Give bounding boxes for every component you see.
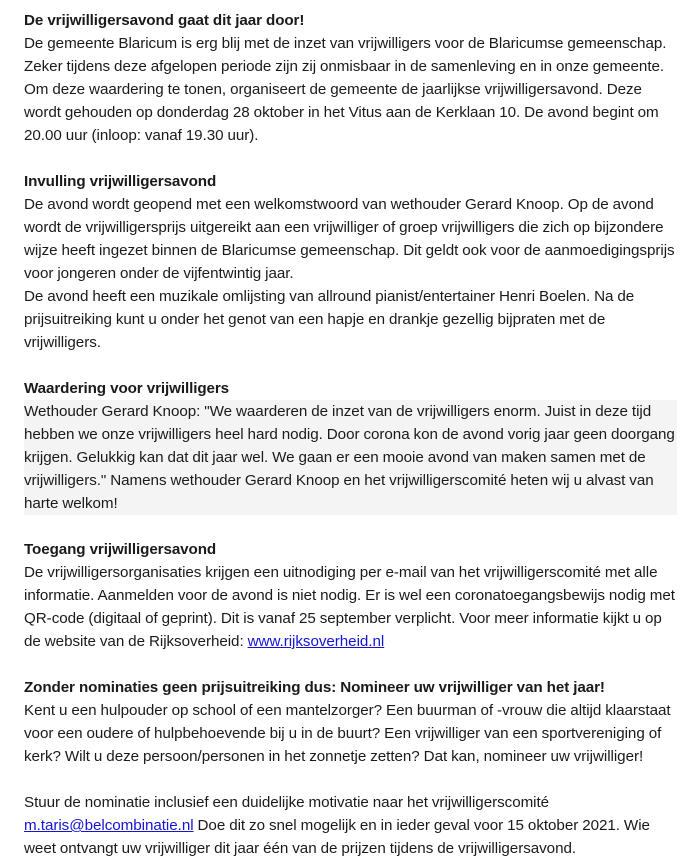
nominatie-paragraph: Kent u een hulpouder op school of een mantelzorger? Een buurman of -vrouw die altijd klaarstaat voor een oudere of hulpbehoevende bij u in de buurt? Een vrijwilliger van een sportvereniging of kerk? Wilt u deze persoon/personen in het zonnetje zetten? Dat kan, nomineer uw vrijwilliger! (24, 702, 671, 765)
insturen-text-after: Doe dit zo snel mogelijk en in ieder geval voor 15 oktober 2021. Wie weet ontvangt uw vrijwilliger dit jaar één van de prijzen tijdens de vrijwilligersavond. (24, 817, 650, 857)
heading-nominatie: Zonder nominaties geen prijsuitreiking dus: Nomineer uw vrijwilliger van het jaar! (24, 679, 605, 696)
heading-invulling: Invulling vrijwilligersavond (24, 173, 217, 190)
invulling-paragraph-1: De avond wordt geopend met een welkomstwoord van wethouder Gerard Knoop. Op de avond wordt de vrijwilligersprijs uitgereikt aan een vrijwilliger of groep vrijwilligers die zich op bijzondere wijze heeft ingezet binnen de Blaricumse gemeenschap. Dit geldt ook voor de aanmoedigingsprijs voor jongeren onder de vijfentwintig jaar. (24, 196, 675, 282)
page-title: De vrijwilligersavond gaat dit jaar door! (24, 12, 305, 29)
insturen-paragraph (24, 791, 677, 860)
heading-waardering: Waardering voor vrijwilligers (24, 380, 230, 397)
section-intro (24, 9, 677, 147)
heading-toegang: Toegang vrijwilligersavond (24, 541, 217, 558)
toegang-text: De vrijwilligersorganisaties krijgen een uitnodiging per e-mail van het vrijwilligerscomité met alle informatie. Aanmelden voor de avond is niet nodig. Er is wel een coronatoegangsbewijs nodig met QR-code (digitaal of geprint). Dit is vanaf 25 september verplicht. Voor meer informatie kijkt u op de website van de Rijksoverheid: (24, 564, 675, 650)
section-invulling (24, 170, 677, 354)
section-insturen (24, 791, 677, 860)
waardering-quote-paragraph: Wethouder Gerard Knoop: "We waarderen de inzet van de vrijwilligers enorm. Juist in deze tijd hebben we onze vrijwilligers heel hard nodig. Door corona kon de avond vorig jaar geen doorgang krijgen. Gelukkig kan dat dit jaar wel. We gaan er een mooie avond van maken samen met de vrijwilligers." Namens wethouder Gerard Knoop en het vrijwilligerscomité heten wij u alvast van harte welkom! (24, 400, 677, 515)
section-toegang (24, 538, 677, 653)
email-link[interactable]: m.taris@belcombinatie.nl (24, 817, 194, 834)
insturen-text-before: Stuur de nominatie inclusief een duidelijke motivatie naar het vrijwilligerscomité (24, 794, 550, 811)
intro-paragraph: De gemeente Blaricum is erg blij met de inzet van vrijwilligers voor de Blaricumse gemeenschap. Zeker tijdens deze afgelopen periode zijn zij onmisbaar in de samenleving en in onze gemeente. Om deze waardering te tonen, organiseert de gemeente de jaarlijkse vrijwilligersavond. Deze wordt gehouden op donderdag 28 oktober in het Vitus aan de Kerklaan 10. De avond begint om 20.00 uur (inloop: vanaf 19.30 uur). (24, 35, 667, 144)
paragraph-spacer (24, 515, 677, 538)
section-waardering (24, 377, 677, 515)
rijksoverheid-link[interactable]: www.rijksoverheid.nl (247, 633, 385, 650)
paragraph-spacer (24, 147, 677, 170)
paragraph-spacer (24, 653, 677, 676)
invulling-paragraph-2: De avond heeft een muzikale omlijsting van allround pianist/entertainer Henri Boelen. Na de prijsuitreiking kunt u onder het genot van een hapje en drankje gezellig bijpraten met de vrijwilligers. (24, 288, 635, 351)
section-nominatie (24, 676, 677, 768)
toegang-paragraph (24, 561, 677, 653)
paragraph-spacer (24, 768, 677, 791)
paragraph-spacer (24, 354, 677, 377)
